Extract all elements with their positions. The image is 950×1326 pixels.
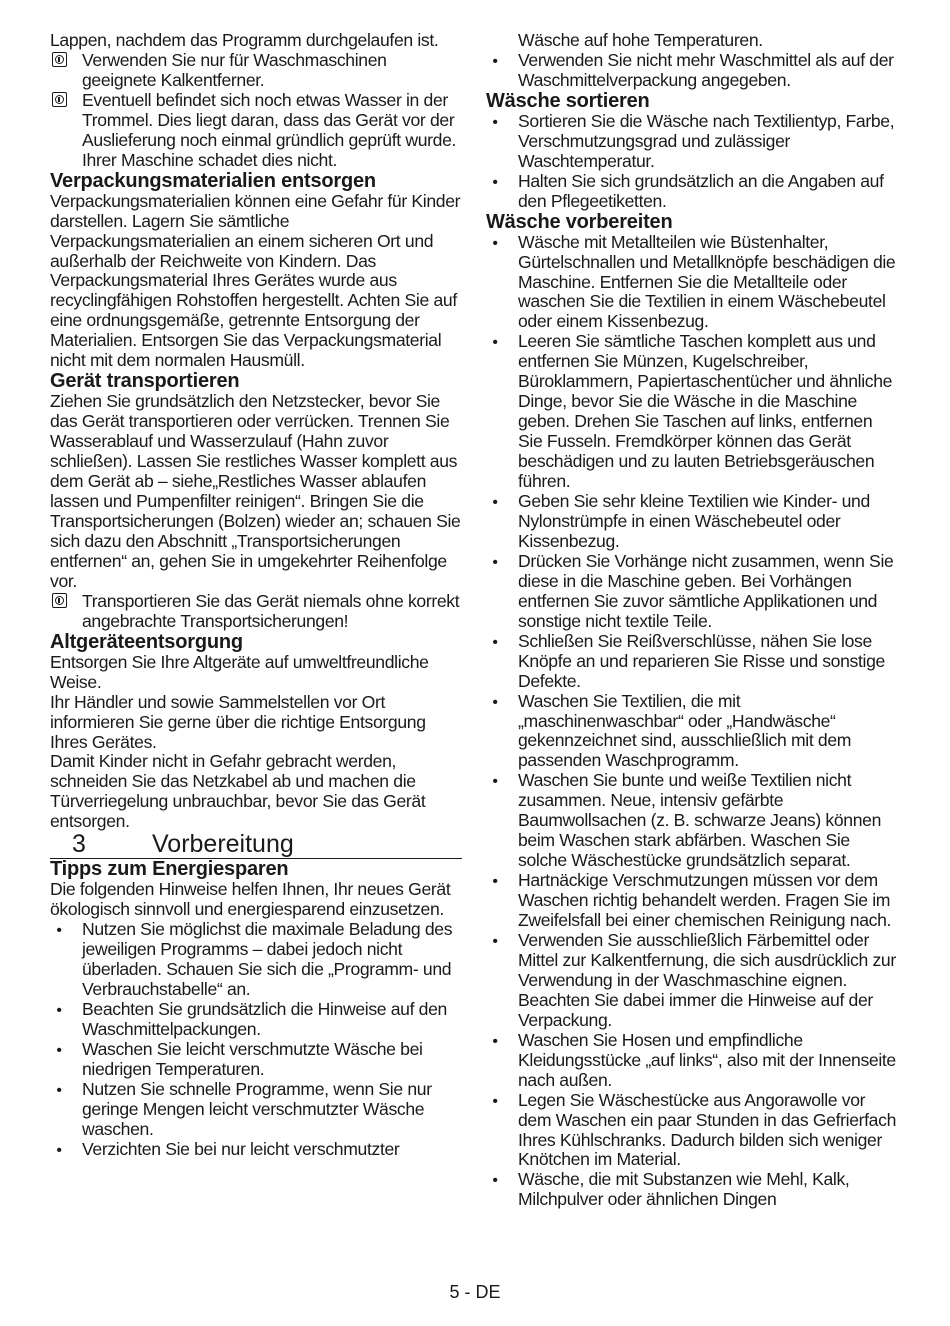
list-item-text: Waschen Sie Textilien, die mit „maschinenwaschbar“ oder „Handwäsche“ gekennzeichnet sind, ausschließlich mit dem passenden Waschprogramm. [518, 690, 852, 771]
list-item [486, 871, 896, 931]
list-item [486, 552, 896, 632]
bullet-icon [488, 1031, 502, 1052]
bullet-icon [488, 632, 502, 653]
list-item [50, 1040, 462, 1080]
intro-text: Lappen, nachdem das Programm durchgelaufen ist. [50, 30, 439, 50]
bullet-icon [488, 771, 502, 792]
paragraph-altgeraet: Damit Kinder nicht in Gefahr gebracht werden, schneiden Sie das Netzkabel ab und machen die Türverriegelung unbrauchbar, bevor Sie das Gerät entsorgen. [50, 751, 426, 832]
list-item-text: Schließen Sie Reißverschlüsse, nähen Sie lose Knöpfe an und reparieren Sie Risse und sonstige Defekte. [518, 630, 885, 691]
paragraph-transport: Ziehen Sie grundsätzlich den Netzstecker, bevor Sie das Gerät transportieren oder verrücken. Trennen Sie Wasserablauf und Wasserzulauf (Hahn zuvor schließen). Lassen Sie restliches Wasser komplett aus dem Gerät ab – siehe„Restliches Wasser ablaufen lassen und Pumpenfilter reinigen“. Bringen Sie die Transportsicherungen (Bolzen) wieder an; schauen Sie sich dazu den Abschnitt „Transportsicherungen entfernen“ an, gehen Sie in umgekehrter Reihenfolge vor. [50, 391, 461, 591]
info-note-text: Transportieren Sie das Gerät niemals ohne korrekt angebrachte Transportsicherungen! [82, 590, 460, 631]
energy-bullet-list [50, 920, 462, 1159]
list-item [486, 692, 896, 772]
continued-text: Wäsche auf hohe Temperaturen. [518, 30, 763, 50]
bullet-icon [488, 871, 502, 892]
list-item-text: Verzichten Sie bei nur leicht verschmutzter [82, 1138, 400, 1159]
list-item-text: Waschen Sie bunte und weiße Textilien nicht zusammen. Neue, intensiv gefärbte Baumwollsachen (z. B. schwarze Jeans) können beim Waschen stark abfärben. Waschen Sie solche Wäschestücke grundsätzlich separat. [518, 770, 882, 871]
list-item [486, 233, 896, 333]
list-item [50, 920, 462, 1000]
bullet-icon [488, 1170, 502, 1191]
list-item [50, 1000, 462, 1040]
list-item [486, 172, 896, 212]
list-item-text: Drücken Sie Vorhänge nicht zusammen, wenn Sie diese in die Maschine geben. Bei Vorhängen entfernen Sie zuvor sämtliche Applikationen und sonstige nicht textile Teile. [518, 550, 894, 631]
chapter-number: 3 [72, 830, 86, 859]
list-item-text: Verwenden Sie ausschließlich Färbemittel oder Mittel zur Kalkentfernung, die sich ausdrücklich zur Verwendung in der Waschmaschine eignen. Beachten Sie dabei immer die Hinweise auf der Verpackung. [518, 929, 896, 1030]
chapter-title: Vorbereitung [152, 830, 294, 859]
right-column [486, 31, 896, 1210]
bullet-icon [488, 332, 502, 353]
list-item [486, 632, 896, 692]
info-icon [52, 52, 67, 67]
list-item [486, 112, 896, 172]
heading-vorbereiten: Wäsche vorbereiten [486, 210, 673, 233]
list-item-text: Wäsche, die mit Substanzen wie Mehl, Kalk, Milchpulver oder ähnlichen Dingen [518, 1169, 850, 1210]
list-item-text: Geben Sie sehr kleine Textilien wie Kinder- und Nylonstrümpfe in einen Wäschebeutel oder Kissenbezug. [518, 491, 870, 551]
bullet-icon [52, 1140, 66, 1161]
bullet-icon [488, 931, 502, 952]
paragraph-energie: Die folgenden Hinweise helfen Ihnen, Ihr neues Gerät ökologisch sinnvoll und energiesparend einzusetzen. [50, 879, 451, 920]
list-item [50, 1080, 462, 1140]
list-item [50, 1140, 462, 1160]
heading-sortieren: Wäsche sortieren [486, 89, 650, 112]
list-item-text: Waschen Sie leicht verschmutzte Wäsche bei niedrigen Temperaturen. [82, 1038, 423, 1079]
list-item [486, 931, 896, 1031]
info-icon [52, 593, 67, 608]
bullet-icon [52, 1000, 66, 1021]
info-note-text: Eventuell befindet sich noch etwas Wasser in der Trommel. Dies liegt daran, dass das Gerät vor der Auslieferung noch einmal gründlich geprüft wurde. Ihrer Maschine schadet dies nicht. [82, 89, 457, 170]
heading-altgeraet: Altgeräteentsorgung [50, 630, 243, 653]
chapter-heading [50, 832, 462, 859]
list-item [486, 1031, 896, 1091]
list-item-text: Beachten Sie grundsätzlich die Hinweise auf den Waschmittelpackungen. [82, 998, 447, 1039]
bullet-icon [488, 112, 502, 133]
list-item-text: Verwenden Sie nicht mehr Waschmittel als auf der Waschmittelverpackung angegeben. [518, 49, 894, 90]
paragraph-verpackung: Verpackungsmaterialien können eine Gefahr für Kinder darstellen. Lagern Sie sämtliche Verpackungsmaterialien an einem sicheren Ort und außerhalb der Reichweite von Kindern. Das Verpackungsmaterial Ihres Gerätes wurde aus recyclingfähigen Rohstoffen hergestellt. Achten Sie auf eine ordnungsgemäße, getrennte Entsorgung der Materialien. Entsorgen Sie das Verpackungsmaterial nicht mit dem normalen Hausmüll. [50, 190, 461, 371]
list-item-text: Leeren Sie sämtliche Taschen komplett aus und entfernen Sie Münzen, Kugelschreiber, Büroklammern, Papiertaschentücher und ähnliche Dinge, bevor Sie die Wäsche in die Maschine geben. Drehen Sie Taschen auf links, entfernen Sie Fusseln. Fremdkörper können das Gerät beschädigen und zu lauten Betriebsgeräuschen führen. [518, 331, 893, 492]
heading-verpackung: Verpackungsmaterialien entsorgen [50, 169, 376, 192]
list-item [486, 51, 896, 91]
list-item-text: Nutzen Sie schnelle Programme, wenn Sie nur geringe Mengen leicht verschmutzter Wäsche waschen. [82, 1078, 432, 1139]
sort-bullet-list [486, 112, 896, 212]
bullet-icon [488, 692, 502, 713]
bullet-icon [488, 233, 502, 254]
info-icon [52, 92, 67, 107]
list-item [486, 771, 896, 871]
paragraph-altgeraet: Ihr Händler und sowie Sammelstellen vor Ort informieren Sie gerne über die richtige Entsorgung Ihres Gerätes. [50, 691, 426, 752]
bullet-icon [488, 1091, 502, 1112]
list-item-text: Wäsche mit Metallteilen wie Büstenhalter, Gürtelschnallen und Metallknöpfe beschädigen die Maschine. Entfernen Sie die Metallteile oder waschen Sie die Textilien in einem Wäschebeutel oder einem Kissenbezug. [518, 231, 896, 332]
list-item [486, 1170, 896, 1210]
list-item [486, 492, 896, 552]
list-item-text: Nutzen Sie möglichst die maximale Beladung des jeweiligen Programms – dabei jedoch nicht überladen. Schauen Sie sich die „Programm- und Verbrauchstabelle“ an. [82, 919, 453, 1000]
paragraph-altgeraet: Entsorgen Sie Ihre Altgeräte auf umweltfreundliche Weise. [50, 651, 429, 692]
bullet-icon [488, 492, 502, 513]
list-item [486, 332, 896, 492]
left-column [50, 31, 462, 1160]
prep-bullet-list [486, 233, 896, 1211]
page-number: 5 - DE [449, 1282, 501, 1302]
list-item-text: Legen Sie Wäschestücke aus Angorawolle vor dem Waschen ein paar Stunden in das Gefrierfach Ihres Kühlschranks. Dadurch bilden sich weniger Knötchen im Material. [518, 1089, 897, 1170]
heading-transport: Gerät transportieren [50, 370, 240, 393]
info-note-text: Verwenden Sie nur für Waschmaschinen geeignete Kalkentferner. [82, 49, 387, 90]
list-item-text: Sortieren Sie die Wäsche nach Textilientyp, Farbe, Verschmutzungsgrad und zulässiger Waschtemperatur. [518, 110, 895, 171]
list-item-text: Waschen Sie Hosen und empfindliche Kleidungsstücke „auf links“, also mit der Innenseite nach außen. [518, 1029, 896, 1090]
bullet-icon [52, 1040, 66, 1061]
list-item-text: Halten Sie sich grundsätzlich an die Angaben auf den Pflegeetiketten. [518, 170, 884, 211]
bullet-icon [488, 172, 502, 193]
info-note [50, 51, 462, 91]
bullet-icon [488, 552, 502, 573]
list-item-text: Hartnäckige Verschmutzungen müssen vor dem Waschen richtig behandelt werden. Fragen Sie im Zweifelsfall bei einer chemischen Reinigung nach. [518, 870, 892, 931]
bullet-icon [52, 1080, 66, 1101]
list-item [486, 1091, 896, 1171]
heading-energie: Tipps zum Energiesparen [50, 858, 289, 881]
info-note [50, 91, 462, 171]
info-note [50, 592, 462, 632]
bullet-icon [52, 920, 66, 941]
bullet-icon [488, 51, 502, 72]
